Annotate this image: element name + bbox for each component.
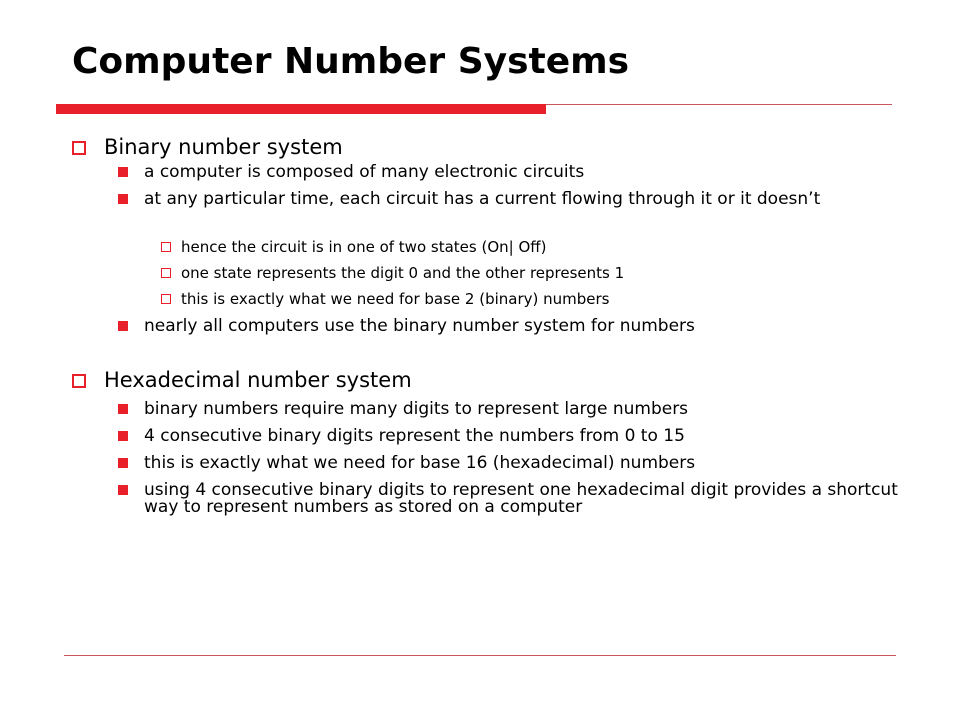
sub-list-item-text: one state represents the digit 0 and the other represents 1 (181, 264, 625, 282)
filled-square-bullet-icon (118, 167, 128, 177)
filled-square-bullet-icon (118, 431, 128, 441)
sub-list-item (181, 263, 624, 283)
section-heading-binary (104, 135, 343, 159)
list-item-text: at any particular time, each circuit has a current flowing through it or it doesn’t (144, 189, 821, 209)
sub-list-item (181, 289, 610, 309)
list-item (144, 428, 904, 445)
filled-square-bullet-icon (118, 194, 128, 204)
list-item-text: 4 consecutive binary digits represent the numbers from 0 to 15 (144, 426, 685, 446)
sub-list-item-text: hence the circuit is in one of two states (On| Off) (181, 238, 547, 256)
hollow-square-bullet-icon (161, 294, 171, 304)
hollow-square-bullet-icon (161, 242, 171, 252)
slide-title: Computer Number Systems (72, 41, 630, 82)
list-item (144, 482, 904, 516)
filled-square-bullet-icon (118, 485, 128, 495)
section-heading-text: Hexadecimal number system (104, 368, 412, 392)
hollow-square-bullet-icon (161, 268, 171, 278)
hollow-square-bullet-icon (72, 374, 86, 388)
list-item (144, 318, 904, 335)
sub-list-item (181, 237, 546, 257)
list-item (144, 401, 904, 418)
list-item (144, 455, 904, 472)
list-item-text: this is exactly what we need for base 16 (hexadecimal) numbers (144, 453, 696, 473)
filled-square-bullet-icon (118, 321, 128, 331)
section-heading-hexadecimal (104, 368, 412, 392)
list-item (144, 164, 904, 181)
section-heading-text: Binary number system (104, 135, 343, 159)
list-item-text: nearly all computers use the binary number system for numbers (144, 316, 695, 336)
filled-square-bullet-icon (118, 404, 128, 414)
sub-list-item-text: this is exactly what we need for base 2 (binary) numbers (181, 290, 610, 308)
hollow-square-bullet-icon (72, 141, 86, 155)
list-item-text: using 4 consecutive binary digits to represent one hexadecimal digit provides a shortcut way to represent numbers as stored on a computer (144, 480, 898, 517)
list-item-text: a computer is composed of many electronic circuits (144, 162, 585, 182)
list-item-text: binary numbers require many digits to represent large numbers (144, 399, 689, 419)
filled-square-bullet-icon (118, 458, 128, 468)
footer-divider-line (64, 655, 896, 656)
list-item (144, 191, 904, 208)
